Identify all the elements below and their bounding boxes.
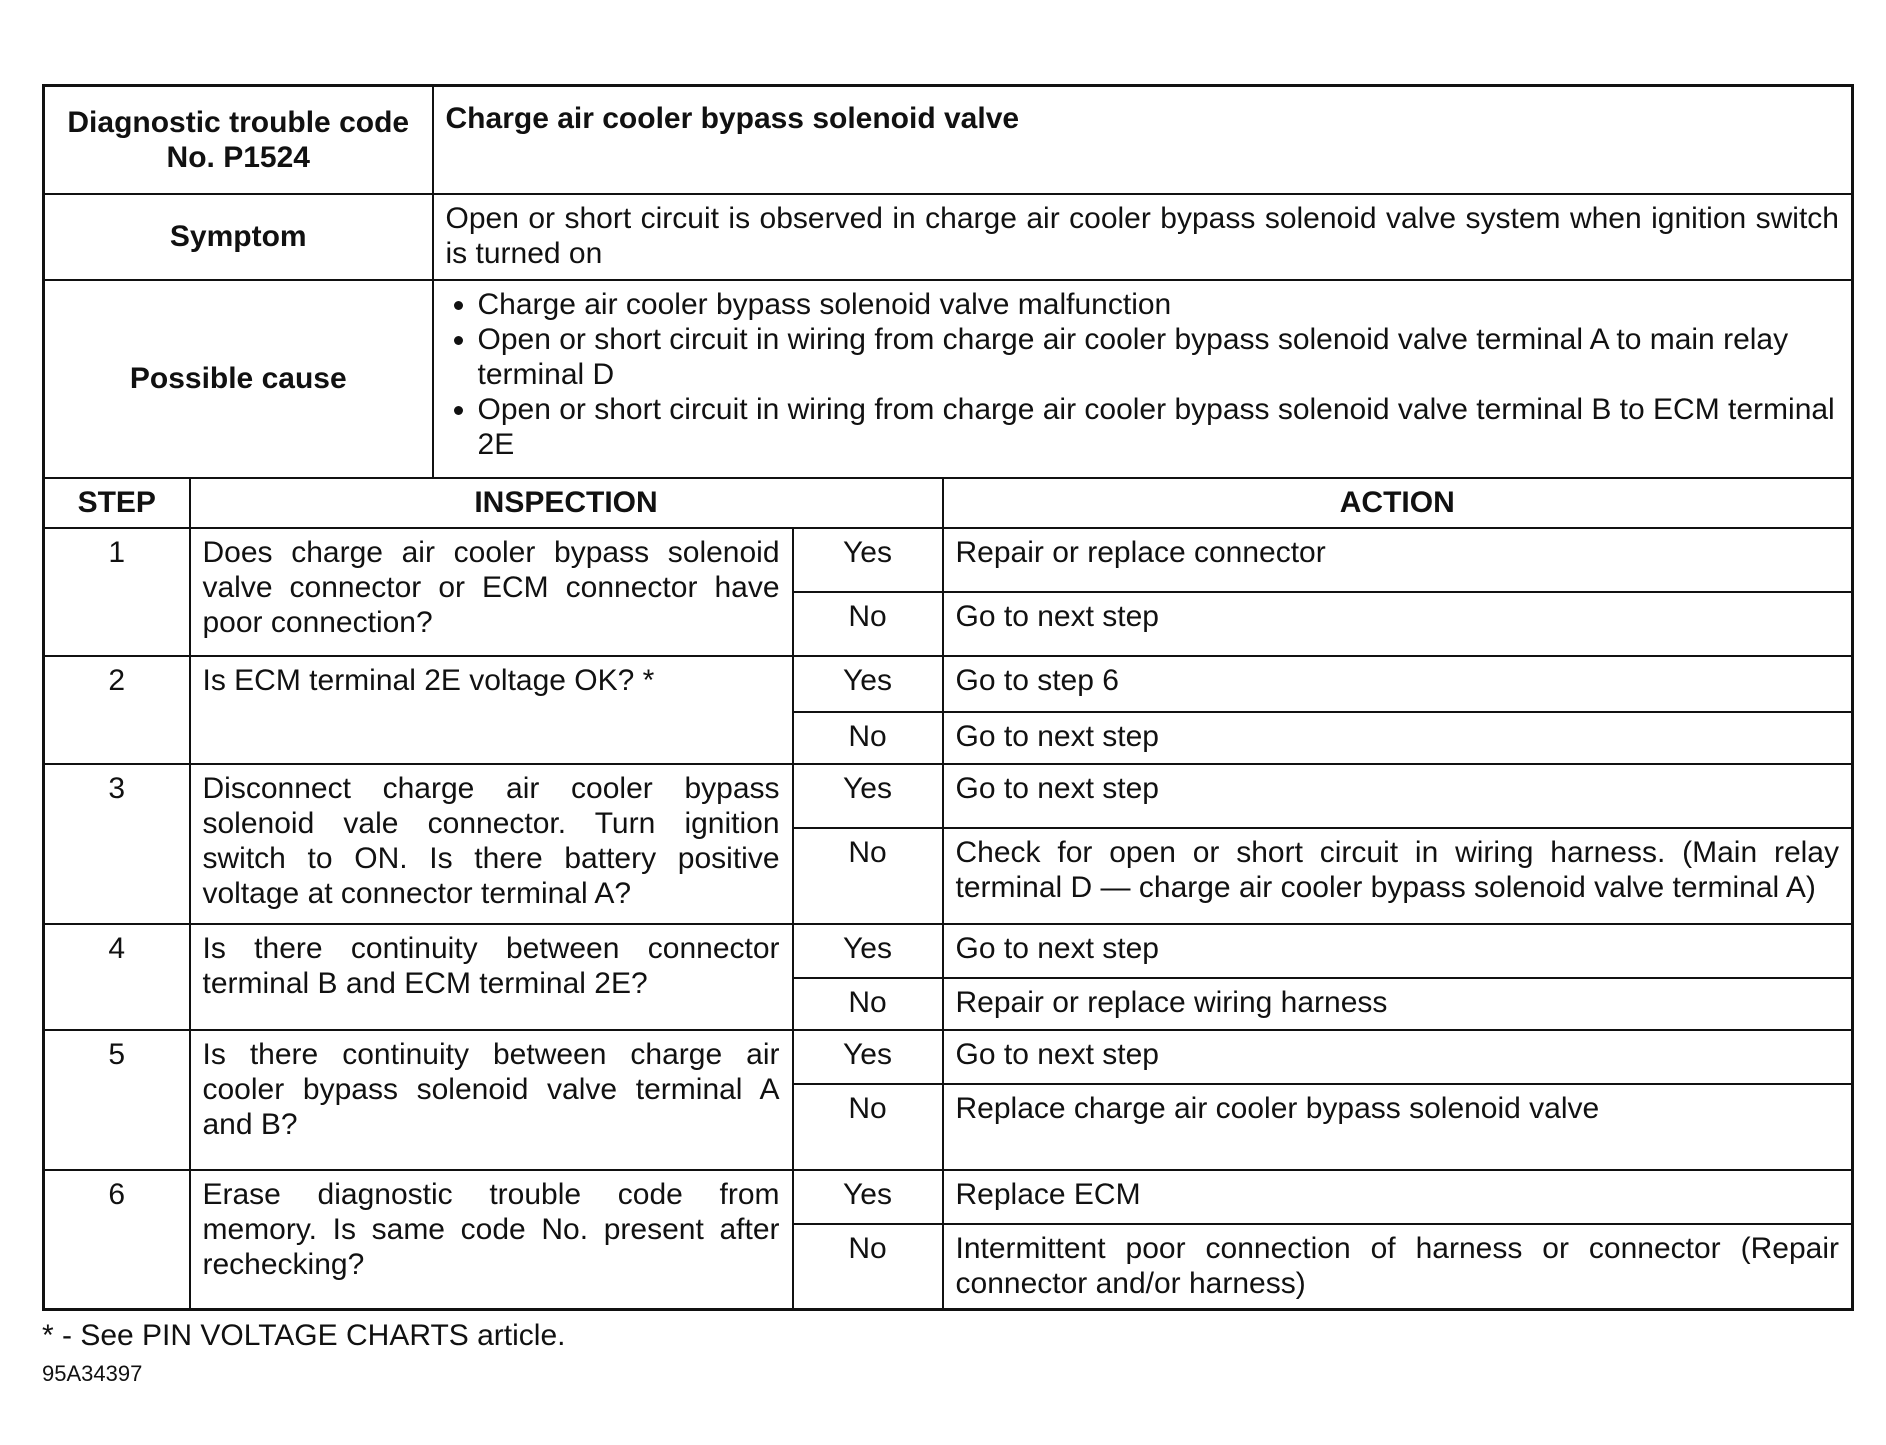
no-action: Check for open or short circuit in wiring harness. (Main relay terminal D — charge air cooler bypass solenoid valve terminal A)	[943, 828, 1853, 924]
step-number: 5	[44, 1030, 190, 1170]
no-label: No	[793, 1224, 943, 1310]
table-row	[44, 1170, 1853, 1224]
inspection-text: Is ECM terminal 2E voltage OK? *	[190, 656, 793, 764]
yes-action: Repair or replace connector	[943, 528, 1853, 592]
cause-list	[446, 287, 1839, 462]
yes-label: Yes	[793, 656, 943, 712]
footnote: * - See PIN VOLTAGE CHARTS article.	[42, 1319, 566, 1352]
table-row	[44, 656, 1853, 712]
yes-action: Go to next step	[943, 764, 1853, 828]
cause-label: Possible cause	[44, 280, 433, 478]
no-action: Go to next step	[943, 592, 1853, 656]
no-label: No	[793, 828, 943, 924]
no-label: No	[793, 712, 943, 764]
page-title: Charge air cooler bypass solenoid valve	[433, 86, 1853, 194]
no-action: Go to next step	[943, 712, 1853, 764]
inspection-text: Erase diagnostic trouble code from memory. Is same code No. present after rechecking?	[190, 1170, 793, 1310]
step-number: 1	[44, 528, 190, 656]
symptom-row	[44, 194, 1853, 280]
inspection-text: Does charge air cooler bypass solenoid valve connector or ECM connector have poor connection?	[190, 528, 793, 656]
inspection-column-header: INSPECTION	[190, 478, 943, 528]
symptom-label: Symptom	[44, 194, 433, 280]
code-label: Diagnostic trouble code No. P1524	[44, 86, 433, 194]
yes-label: Yes	[793, 528, 943, 592]
no-label: No	[793, 592, 943, 656]
cause-item: • Open or short circuit in wiring from charge air cooler bypass solenoid valve terminal B to ECM terminal 2E	[478, 392, 1839, 462]
step-number: 6	[44, 1170, 190, 1310]
table-row	[44, 1030, 1853, 1084]
figure-id: 95A34397	[42, 1361, 143, 1386]
cause-list-cell	[433, 280, 1853, 478]
code-row	[44, 86, 1853, 194]
yes-action: Go to next step	[943, 924, 1853, 978]
no-label: No	[793, 1084, 943, 1170]
yes-label: Yes	[793, 1030, 943, 1084]
diagnostic-document	[42, 84, 1854, 1387]
table-row	[44, 528, 1853, 592]
no-action: Intermittent poor connection of harness or connector (Repair connector and/or harness)	[943, 1224, 1853, 1310]
step-number: 4	[44, 924, 190, 1030]
step-column-header: STEP	[44, 478, 190, 528]
symptom-text: Open or short circuit is observed in charge air cooler bypass solenoid valve system when ignition switch is turned on	[433, 194, 1853, 280]
step-number: 3	[44, 764, 190, 924]
yes-label: Yes	[793, 1170, 943, 1224]
no-action: Repair or replace wiring harness	[943, 978, 1853, 1030]
yes-action: Go to next step	[943, 1030, 1853, 1084]
inspection-text: Is there continuity between charge air cooler bypass solenoid valve terminal A and B?	[190, 1030, 793, 1170]
inspection-text: Disconnect charge air cooler bypass solenoid vale connector. Turn ignition switch to ON. Is there battery positive voltage at connector terminal A?	[190, 764, 793, 924]
cause-item: • Open or short circuit in wiring from charge air cooler bypass solenoid valve terminal A to main relay terminal D	[478, 322, 1839, 392]
diagnostic-table	[42, 84, 1854, 1311]
action-column-header: ACTION	[943, 478, 1853, 528]
yes-action: Replace ECM	[943, 1170, 1853, 1224]
no-action: Replace charge air cooler bypass solenoid valve	[943, 1084, 1853, 1170]
table-row	[44, 764, 1853, 828]
yes-action: Go to step 6	[943, 656, 1853, 712]
yes-label: Yes	[793, 924, 943, 978]
step-number: 2	[44, 656, 190, 764]
inspection-text: Is there continuity between connector terminal B and ECM terminal 2E?	[190, 924, 793, 1030]
cause-row	[44, 280, 1853, 478]
table-row	[44, 924, 1853, 978]
yes-label: Yes	[793, 764, 943, 828]
cause-item: • Charge air cooler bypass solenoid valve malfunction	[478, 287, 1839, 322]
no-label: No	[793, 978, 943, 1030]
column-header-row	[44, 478, 1853, 528]
